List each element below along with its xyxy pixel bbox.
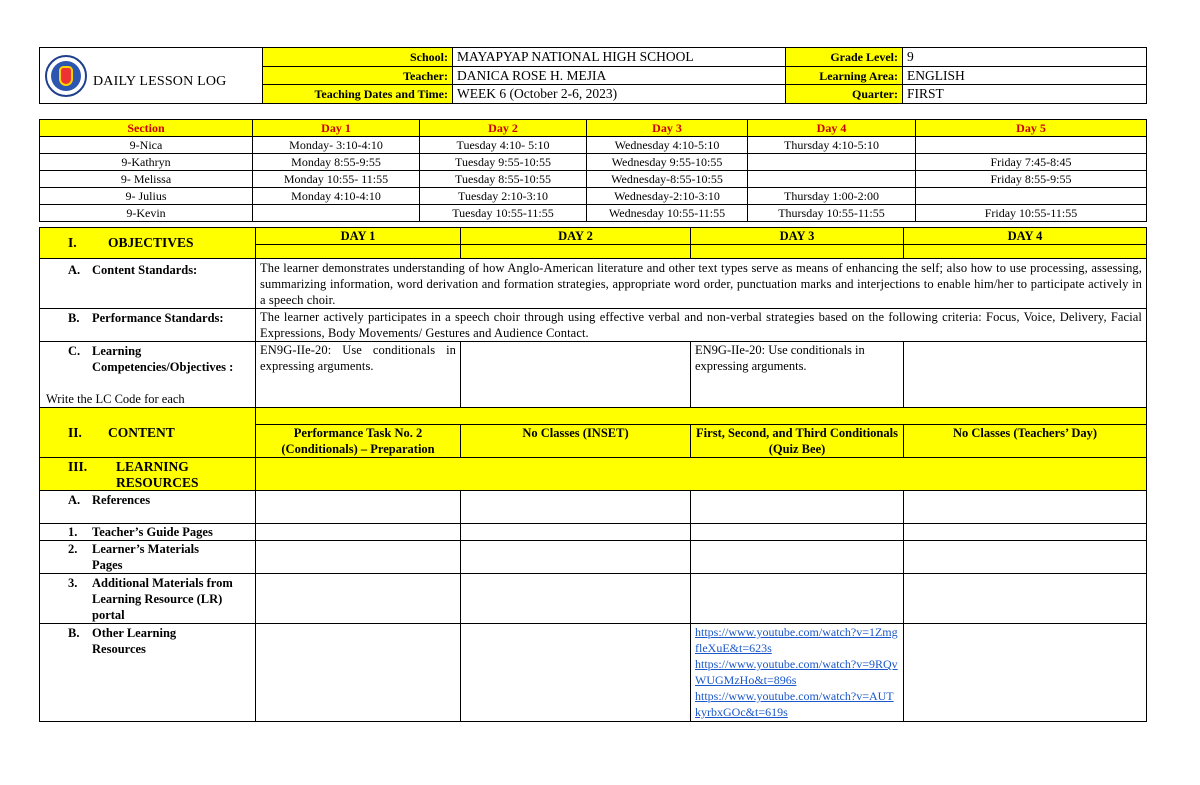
schedule-cell: Monday 10:55- 11:55 [253, 171, 420, 188]
teachers-guide-day2 [461, 524, 691, 541]
other-resources-day1 [256, 624, 461, 722]
schedule-cell: Thursday 1:00-2:00 [748, 188, 916, 205]
competencies-heading [68, 343, 254, 375]
schedule-cell: Friday 8:55-9:55 [916, 171, 1147, 188]
deped-seal-icon [45, 55, 87, 97]
schedule-cell: Tuesday 2:10-3:10 [420, 188, 587, 205]
content-day3: First, Second, and Third Conditionals (Quiz Bee) [691, 425, 904, 458]
objectives-spacer [256, 245, 461, 259]
teacher-value: DANICA ROSE H. MEJIA [453, 67, 786, 85]
learners-materials-label [40, 541, 256, 574]
schedule-cell: 9- Melissa [40, 171, 253, 188]
schedule-cell [748, 171, 916, 188]
schedule-header-cell: Day 4 [748, 120, 916, 137]
schedule-cell: 9-Kathryn [40, 154, 253, 171]
other-resources-label [40, 624, 256, 722]
schedule-cell: Tuesday 4:10- 5:10 [420, 137, 587, 154]
references-text: References [92, 493, 151, 507]
schedule-header-cell: Day 2 [420, 120, 587, 137]
schedule-cell: Monday 8:55-9:55 [253, 154, 420, 171]
learners-materials-day1 [256, 541, 461, 574]
schedule-cell: 9-Kevin [40, 205, 253, 222]
youtube-link-3[interactable]: https://www.youtube.com/watch?v=AUTkyrbxGOc&t=619s [695, 689, 894, 719]
schedule-cell: Thursday 4:10-5:10 [748, 137, 916, 154]
other-resources-text: Other Learning Resources [92, 626, 177, 656]
objectives-heading [40, 228, 256, 259]
other-resources-day2 [461, 624, 691, 722]
schedule-cell: Thursday 10:55-11:55 [748, 205, 916, 222]
additional-materials-day1 [256, 574, 461, 624]
learning-resources-spacer [256, 458, 1147, 491]
content-standards-value: The learner demonstrates understanding of how Anglo-American literature and other text types serve as means of enhancing the self; also how to use processing, assessing, summarizing information, word derivation and formation strategies, appropriate word order, punctuation marks and interjections to enable him/her to participate actively in a speech choir. [256, 259, 1147, 309]
learners-materials-day4 [904, 541, 1147, 574]
competencies-label [40, 342, 256, 408]
school-value: MAYAPYAP NATIONAL HIGH SCHOOL [453, 48, 786, 67]
learners-materials-day2 [461, 541, 691, 574]
area-label: Learning Area: [786, 67, 903, 85]
schedule-row [40, 188, 1147, 205]
competency-day4 [904, 342, 1147, 408]
schedule-cell: Wednesday-2:10-3:10 [587, 188, 748, 205]
quarter-value: FIRST [903, 85, 1147, 104]
teachers-guide-day3 [691, 524, 904, 541]
references-day1 [256, 491, 461, 524]
schedule-cell: 9-Nica [40, 137, 253, 154]
schedule-cell: 9- Julius [40, 188, 253, 205]
learning-resources-label: LEARNING RESOURCES [116, 459, 199, 490]
grade-label: Grade Level: [786, 48, 903, 67]
competencies-note: Write the LC Code for each [46, 392, 185, 406]
schedule-cell: Tuesday 8:55-10:55 [420, 171, 587, 188]
schedule-header-cell: Day 5 [916, 120, 1147, 137]
schedule-cell: Monday- 3:10-4:10 [253, 137, 420, 154]
schedule-header-row [40, 120, 1147, 137]
other-resources-number: B. [68, 626, 80, 640]
dates-value: WEEK 6 (October 2-6, 2023) [453, 85, 786, 104]
header-table [39, 47, 1147, 104]
learners-materials-day3 [691, 541, 904, 574]
schedule-cell [916, 188, 1147, 205]
document-title: DAILY LESSON LOG [93, 74, 227, 89]
learners-materials-text: Learner’s Materials Pages [92, 542, 200, 572]
objectives-spacer [904, 245, 1147, 259]
schedule-cell: Monday 4:10-4:10 [253, 188, 420, 205]
content-heading [40, 408, 256, 458]
teachers-guide-label [40, 524, 256, 541]
objectives-spacer [461, 245, 691, 259]
content-day4: No Classes (Teachers’ Day) [904, 425, 1147, 458]
references-label [40, 491, 256, 524]
competencies-text: Learning Competencies/Objectives : [92, 344, 234, 374]
competency-day3: EN9G-IIe-20: Use conditionals in expressing arguments. [691, 342, 904, 408]
schedule-cell [748, 154, 916, 171]
objectives-number: I. [68, 235, 77, 250]
additional-materials-day2 [461, 574, 691, 624]
additional-materials-label [40, 574, 256, 624]
additional-materials-text: Additional Materials from Learning Resource (LR) portal [92, 576, 233, 622]
schedule-cell: Friday 10:55-11:55 [916, 205, 1147, 222]
schedule-header-cell: Day 1 [253, 120, 420, 137]
additional-materials-day4 [904, 574, 1147, 624]
area-value: ENGLISH [903, 67, 1147, 85]
schedule-table [39, 119, 1147, 222]
content-standards-number: A. [68, 263, 81, 277]
performance-standards-text: Performance Standards: [92, 311, 224, 325]
learners-materials-number: 2. [68, 542, 78, 556]
content-spacer [256, 408, 1147, 425]
grade-value: 9 [903, 48, 1147, 67]
lesson-log-table [39, 227, 1147, 722]
teachers-guide-day1 [256, 524, 461, 541]
schedule-cell: Wednesday 4:10-5:10 [587, 137, 748, 154]
dates-label: Teaching Dates and Time: [263, 85, 453, 104]
learning-resources-heading [40, 458, 256, 491]
references-day4 [904, 491, 1147, 524]
content-day1: Performance Task No. 2 (Conditionals) – Preparation [256, 425, 461, 458]
schedule-cell: Wednesday 10:55-11:55 [587, 205, 748, 222]
references-day3 [691, 491, 904, 524]
schedule-row [40, 205, 1147, 222]
content-standards-text: Content Standards: [92, 263, 198, 277]
competency-day2 [461, 342, 691, 408]
performance-standards-number: B. [68, 311, 80, 325]
schedule-cell: Tuesday 10:55-11:55 [420, 205, 587, 222]
day-header: DAY 3 [691, 228, 904, 245]
teachers-guide-day4 [904, 524, 1147, 541]
content-standards-label [40, 259, 256, 309]
content-day2: No Classes (INSET) [461, 425, 691, 458]
learning-resources-number: III. [68, 459, 88, 474]
schedule-cell: Wednesday-8:55-10:55 [587, 171, 748, 188]
schedule-cell [916, 137, 1147, 154]
school-label: School: [263, 48, 453, 67]
performance-standards-value: The learner actively participates in a speech choir through using effective verbal and non-verbal strategies based on the following criteria: Focus, Voice, Delivery, Facial Expressions, Body Movements/ Gestures and Audience Contact. [256, 309, 1147, 342]
youtube-link-1[interactable]: https://www.youtube.com/watch?v=1ZmgfleXuE&t=623s [695, 625, 898, 655]
objectives-spacer [691, 245, 904, 259]
other-resources-day3 [691, 624, 904, 722]
additional-materials-day3 [691, 574, 904, 624]
additional-materials-number: 3. [68, 576, 78, 590]
schedule-cell: Tuesday 9:55-10:55 [420, 154, 587, 171]
schedule-cell: Friday 7:45-8:45 [916, 154, 1147, 171]
objectives-label: OBJECTIVES [108, 235, 194, 250]
schedule-row [40, 154, 1147, 171]
day-header: DAY 2 [461, 228, 691, 245]
logo-cell [40, 48, 263, 104]
other-resources-day4 [904, 624, 1147, 722]
schedule-header-cell: Section [40, 120, 253, 137]
teachers-guide-text: Teacher’s Guide Pages [92, 525, 213, 539]
references-number: A. [68, 493, 81, 507]
references-day2 [461, 491, 691, 524]
schedule-row [40, 171, 1147, 188]
youtube-link-2[interactable]: https://www.youtube.com/watch?v=9RQvWUGMzHo&t=896s [695, 657, 898, 687]
teachers-guide-number: 1. [68, 525, 78, 539]
quarter-label: Quarter: [786, 85, 903, 104]
schedule-row [40, 137, 1147, 154]
content-label: CONTENT [108, 424, 175, 440]
competencies-number: C. [68, 344, 81, 358]
schedule-cell [253, 205, 420, 222]
content-number: II. [68, 424, 82, 440]
competency-day1: EN9G-IIe-20: Use conditionals in expressing arguments. [256, 342, 461, 408]
schedule-header-cell: Day 3 [587, 120, 748, 137]
day-header: DAY 4 [904, 228, 1147, 245]
teacher-label: Teacher: [263, 67, 453, 85]
day-header: DAY 1 [256, 228, 461, 245]
schedule-cell: Wednesday 9:55-10:55 [587, 154, 748, 171]
performance-standards-label [40, 309, 256, 342]
